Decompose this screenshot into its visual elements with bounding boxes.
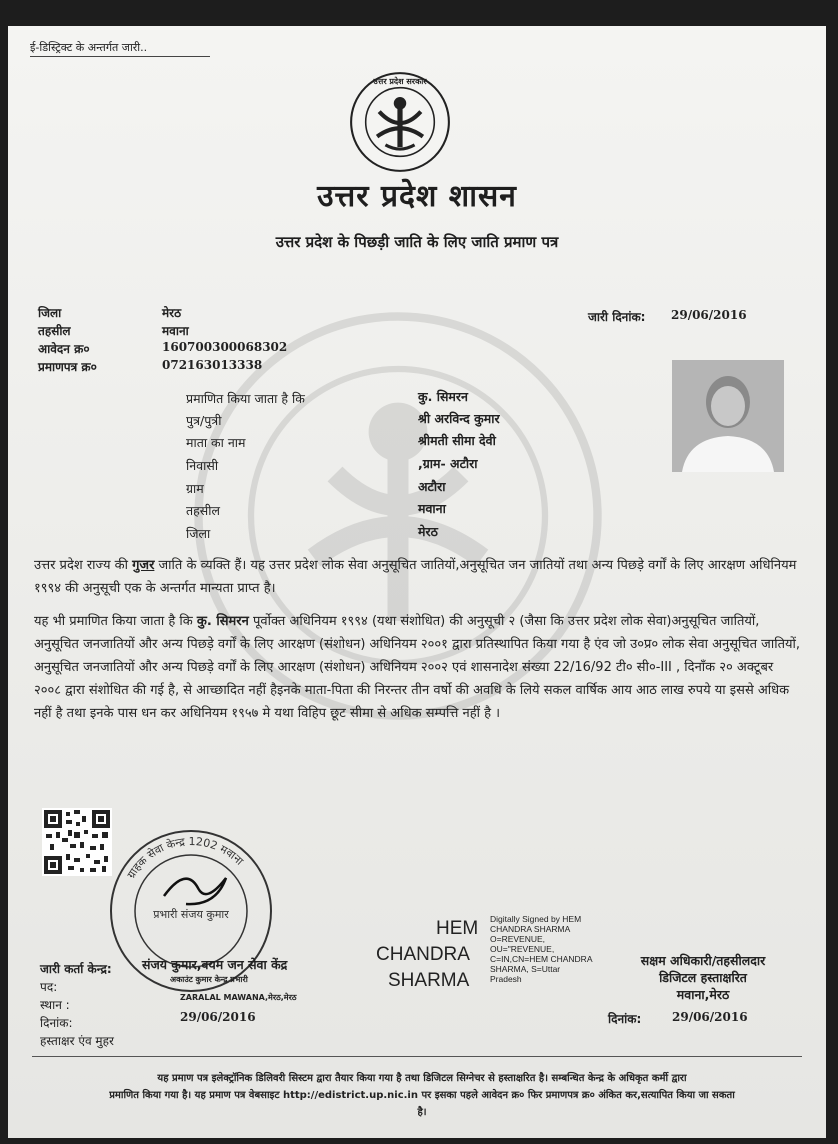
digital-signature-details — [490, 914, 593, 984]
detail-label-village: ग्राम — [186, 481, 204, 496]
detail-label-certified: प्रमाणित किया जाता है कि — [186, 391, 305, 406]
meta-label-tehsil: तहसील — [38, 324, 71, 338]
detail-label-mother: माता का नाम — [186, 435, 246, 450]
emblem-text: उत्तर प्रदेश सरकार — [373, 77, 427, 86]
caste-name: गुजर — [132, 558, 155, 573]
caste-paragraph-pre: उत्तर प्रदेश राज्य की — [34, 558, 133, 573]
caste-paragraph-post: जाति के व्यक्ति हैं। यह उत्तर प्रदेश लोक सेवा अनुसूचित जातियों,अनुसूचित जन जातियों तथा अन्य पिछड़े वर्गों के लिए आरक्षण अधिनियम १९९४ की अनुसूची एक के अन्तर्गत मान्यता प्राप्त है। — [34, 558, 797, 596]
certificate-subtitle: उत्तर प्रदेश के पिछड़ी जाति के लिए जाति प्रमाण पत्र — [275, 233, 559, 251]
person-photo-icon — [672, 360, 784, 472]
certification-paragraph-post: पूर्वोक्त अधिनियम १९९४ (यथा संशोधित) की अनुसूची २ (जैसा कि उत्तर प्रदेश लोक सेवा)अनुसूचित जातियों, अनुसूचित जनजातियों और अन्य पिछड़े वर्गों के लिए आरक्षण (संशोधन) अधिनियम २००१ द्वारा प्रतिस्थापित किया गया है एंव जो उ०प्र० लोक सेवा अनुसूचित जातियों, अनुसूचित जनजातियों और अन्य पिछड़े वर्गों के लिए आरक्षण (संशोधन) अधिनियम २००२ एवं शासनादेश संख्या 22/16/92 टी० सी०-III , दिनाँक २० अक्टूबर २००८ द्वारा संशोधित की गई है, से आच्छादित नहीं हैइनके माता-पिता की निरन्तर तीन वर्षो की अवधि के लिये सकल वार्षिक आय आठ लाख रुपये या इससे अधिक नहीं है तथा इनके पास धन कर अधिनियम १९५७ मे यथा विहिप छूट सीमा से अधिक सम्पत्ति नहीं है । — [34, 614, 801, 721]
digital-sig-line: C=IN,CN=HEM CHANDRA — [490, 954, 593, 964]
issue-date-label: जारी दिनांक: — [588, 310, 646, 324]
digital-sig-line: Pradesh — [490, 974, 522, 984]
caste-paragraph — [34, 554, 800, 600]
meta-label-certificate-no: प्रमाणपत्र क्र० — [38, 360, 97, 374]
digital-sig-line: Digitally Signed by HEM — [490, 914, 582, 924]
authority-place: मवाना,मेरठ — [676, 987, 730, 1002]
detail-label-tehsil: तहसील — [186, 503, 220, 518]
detail-value-name: कु. सिमरन — [418, 389, 468, 404]
meta-value-district: मेरठ — [162, 306, 182, 320]
meta-label-district: जिला — [38, 306, 62, 320]
meta-value-certificate-no: 072163013338 — [162, 358, 263, 372]
issue-date-value: 29/06/2016 — [671, 308, 747, 322]
detail-value-tehsil: मवाना — [418, 501, 446, 516]
footer-note — [32, 1070, 812, 1121]
authority-digital-signed: डिजिटल हस्ताक्षरित — [659, 970, 747, 985]
certificate-title: उत्तर प्रदेश शासन — [317, 179, 517, 214]
detail-label-district: जिला — [186, 526, 211, 541]
authority-designation: सक्षम अधिकारी/तहसीलदार — [640, 953, 766, 968]
detail-value-district: मेरठ — [418, 524, 438, 539]
detail-label-child-of: पुत्र/पुत्री — [186, 413, 222, 428]
authority-date-label: दिनांक: — [608, 1012, 642, 1026]
digital-sig-line: OU="REVENUE, — [490, 944, 555, 954]
digital-sig-line: CHANDRA SHARMA — [490, 924, 571, 934]
digital-signer-name-line3: SHARMA — [388, 970, 470, 991]
meta-value-application-no: 160700300068302 — [162, 340, 288, 354]
issuer-date-value: 29/06/2016 — [180, 1010, 256, 1024]
authority-block — [598, 952, 808, 1003]
footer-line2: प्रमाणित किया गया है। यह प्रमाण पत्र वेबसाइट http://edistrict.up.nic.in पर इसका पहले आवेदन क्र० फिर प्रमाणपत्र क्र० अंकित कर,सत्यापित किया जा सकता — [109, 1090, 735, 1101]
detail-value-father: श्री अरविन्द कुमार — [418, 411, 500, 426]
stamp-center-text: प्रभारी संजय कुमार — [153, 908, 229, 921]
issuer-date-label: दिनांक: — [40, 1016, 73, 1030]
footer-line1: यह प्रमाण पत्र इलेक्ट्रॉनिक डिलिवरी सिस्टम द्वारा तैयार किया गया है तथा डिजिटल सिग्नेचर से हस्ताक्षरित है। सम्बन्धित केन्द्र के अधिकृत कर्मी द्वारा — [157, 1073, 687, 1084]
issuer-name: संजय कुमार,वयम जन सेवा केंद्र — [142, 957, 288, 972]
qr-code-icon — [42, 808, 112, 876]
meta-value-tehsil: मवाना — [162, 324, 189, 338]
post-label: पद: — [40, 980, 58, 994]
applicant-photo — [672, 360, 784, 472]
digital-sig-line: SHARMA, S=Uttar — [490, 964, 561, 974]
header-note: ई-डिस्ट्रिक्ट के अन्तर्गत जारी.. — [30, 41, 148, 54]
place-label: स्थान : — [40, 998, 70, 1012]
digital-sig-line: O=REVENUE, — [490, 934, 546, 944]
place-value: ZARALAL MAWANA,मेरठ,मेरठ — [180, 993, 297, 1002]
certificate-page — [8, 26, 826, 1138]
certification-paragraph-pre: यह भी प्रमाणित किया जाता है कि — [34, 614, 197, 629]
footer-line3: है। — [417, 1107, 427, 1118]
detail-value-mother: श्रीमती सीमा देवी — [418, 433, 496, 448]
header-divider — [30, 56, 210, 57]
handwritten-signature-icon — [164, 878, 226, 904]
digital-signer-name-line2: CHANDRA — [376, 944, 470, 965]
detail-label-resident: निवासी — [186, 458, 219, 473]
certification-paragraph — [34, 610, 800, 725]
authority-date-value: 29/06/2016 — [672, 1010, 748, 1024]
digital-signer-name-line1: HEM — [436, 918, 479, 939]
certification-name: कु. सिमरन — [196, 614, 249, 629]
issuer-subtitle: अकाउंट कुमार केन्द्र प्रभारी — [170, 975, 248, 984]
meta-label-application-no: आवेदन क्र० — [38, 342, 90, 356]
detail-value-resident: ,ग्राम- अटौरा — [418, 456, 478, 471]
footer-divider — [32, 1056, 802, 1057]
signature-seal-label: हस्ताक्षर एंव मुहर — [40, 1034, 114, 1048]
issuer-label: जारी कर्ता केन्द्र: — [40, 962, 112, 976]
detail-value-village: अटौरा — [418, 479, 446, 494]
stamp-ring-text: ग्राहक सेवा केन्द्र 1202 मवाना — [124, 834, 246, 881]
